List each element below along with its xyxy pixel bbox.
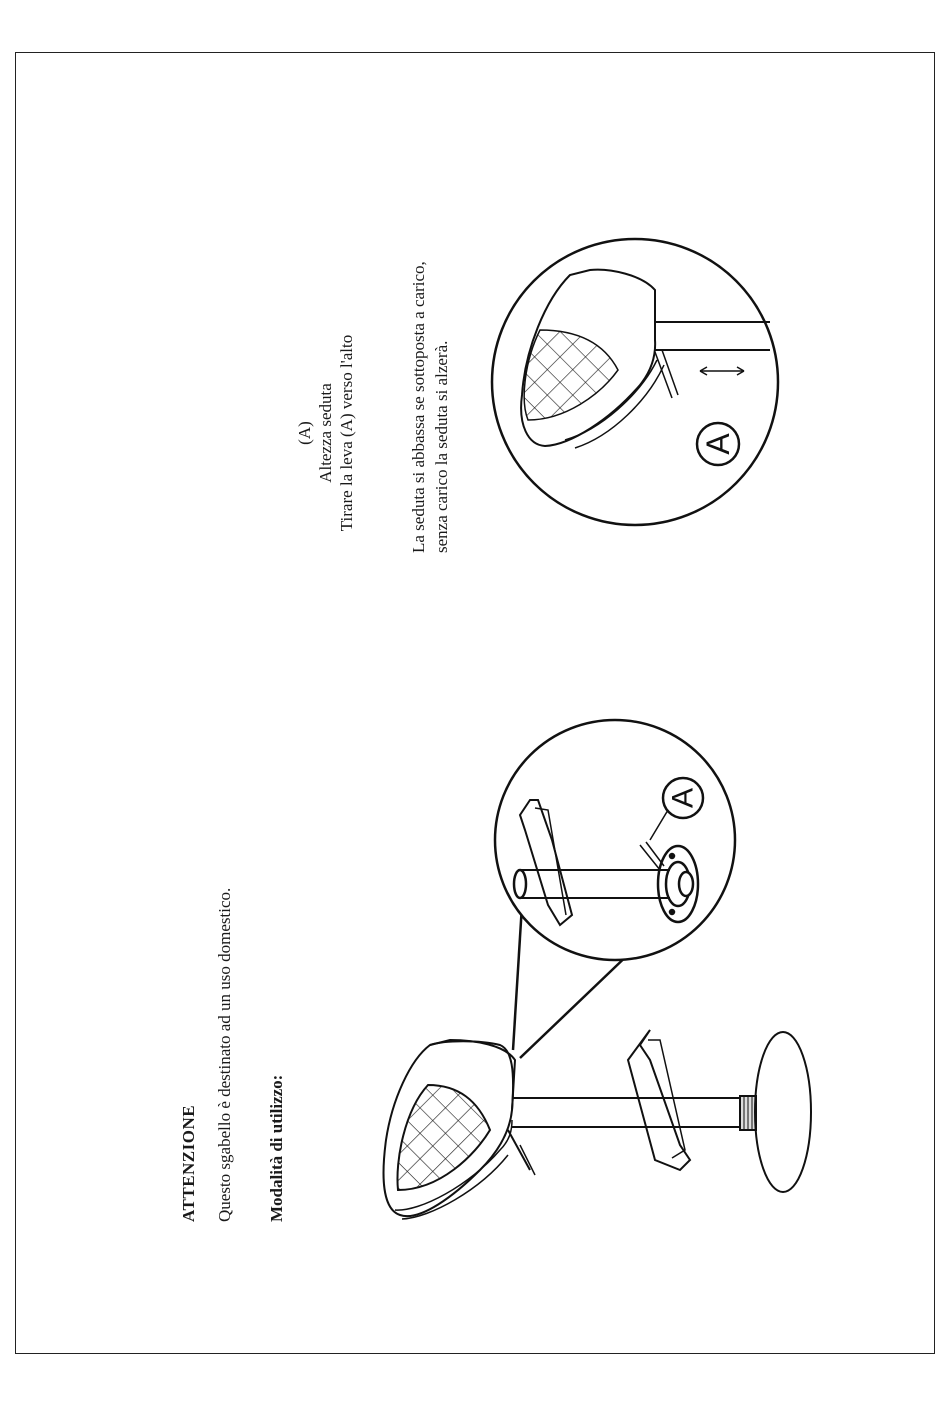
- warning-text: Questo sgabello è destinato ad un uso domestico.: [215, 887, 234, 1222]
- zoom-circle-seat: [492, 239, 778, 525]
- height-title: Altezza seduta: [316, 383, 335, 483]
- note-line-1: La seduta si abbassa se sottoposta a carico,: [409, 261, 428, 553]
- warning-title: ATTENZIONE: [179, 1104, 198, 1222]
- height-instruction: Tirare la leva (A) verso l'alto: [337, 334, 356, 532]
- callout-a-letter-2: A: [700, 433, 736, 455]
- zoom-circle-lever: [495, 720, 735, 960]
- note-line-2: senza carico la seduta si alzerà.: [432, 340, 451, 553]
- callout-a-letter-1: A: [666, 787, 700, 809]
- height-label: (A): [295, 421, 314, 445]
- usage-heading: Modalità di utilizzo:: [267, 1074, 286, 1222]
- stool-illustration: [384, 1030, 811, 1219]
